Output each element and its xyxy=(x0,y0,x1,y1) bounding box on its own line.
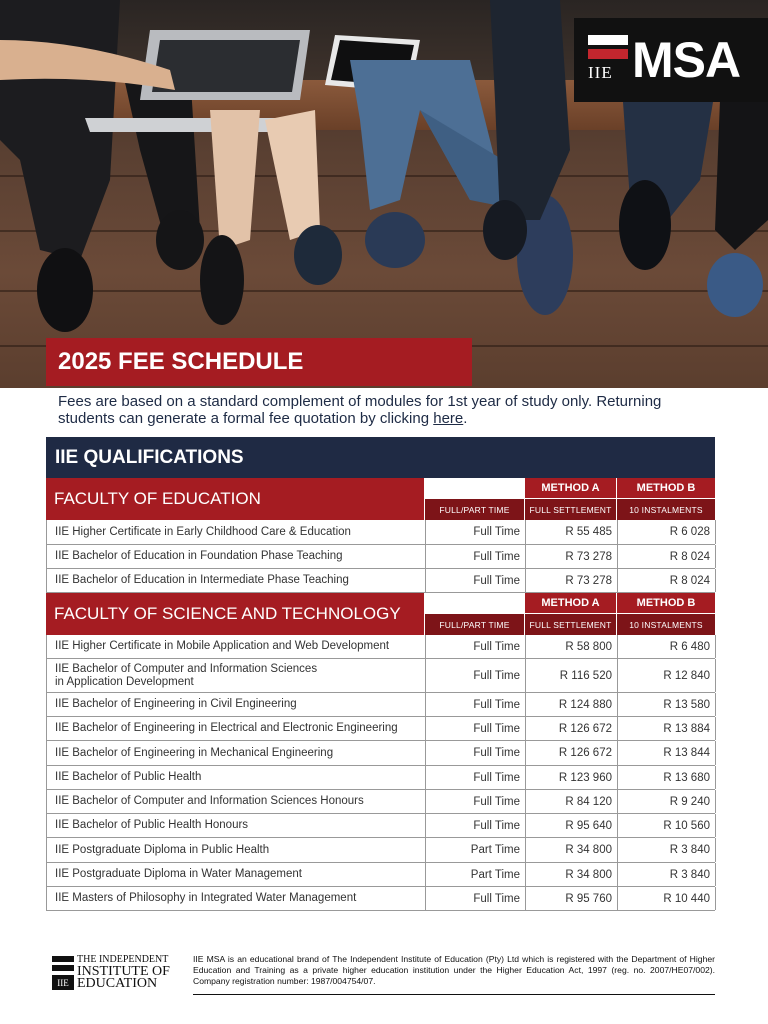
col-mode-header: FULL/PART TIME xyxy=(425,499,524,520)
study-mode: Part Time xyxy=(426,863,526,886)
intro-body: Fees are based on a standard complement of modules for 1st year of study only. Returning students can generate a formal fee quotation by clicking xyxy=(58,393,662,427)
method-a-fee: R 126 672 xyxy=(526,741,618,765)
page-title: 2025 FEE SCHEDULE xyxy=(46,338,472,386)
method-a-fee: R 55 485 xyxy=(526,520,618,544)
method-b-fee: R 12 840 xyxy=(618,659,716,692)
method-a-fee: R 124 880 xyxy=(526,693,618,716)
iie-footer-logo xyxy=(52,954,186,992)
qualification-name: IIE Bachelor of Engineering in Mechanical Engineering xyxy=(47,741,426,765)
table-row xyxy=(46,569,715,593)
table-row xyxy=(46,520,715,545)
faculty-header-science xyxy=(46,593,715,635)
logo-iie-text: IIE xyxy=(588,63,613,82)
qualification-name: IIE Bachelor of Engineering in Civil Engineering xyxy=(47,693,426,716)
table-row xyxy=(46,863,715,887)
qualification-name: IIE Higher Certificate in Mobile Application and Web Development xyxy=(47,635,426,658)
table-title: IIE QUALIFICATIONS xyxy=(46,437,715,478)
method-a-fee: R 123 960 xyxy=(526,766,618,789)
col-b-header: 10 INSTALMENTS xyxy=(617,499,715,520)
study-mode: Full Time xyxy=(426,790,526,813)
method-b-fee: R 6 028 xyxy=(618,520,716,544)
method-b-header: METHOD B xyxy=(617,593,715,614)
method-a-header: METHOD A xyxy=(525,478,616,499)
qualification-name: IIE Postgraduate Diploma in Water Management xyxy=(47,863,426,886)
col-a-header: FULL SETTLEMENT xyxy=(525,499,616,520)
study-mode: Full Time xyxy=(426,659,526,692)
table-row xyxy=(46,545,715,569)
method-b-fee: R 8 024 xyxy=(618,545,716,568)
method-b-fee: R 13 884 xyxy=(618,717,716,740)
faculty-rows-science xyxy=(46,635,715,911)
logo-msa-text: MSA xyxy=(632,32,741,88)
study-mode: Full Time xyxy=(426,545,526,568)
method-b-fee: R 13 844 xyxy=(618,741,716,765)
method-a-fee: R 84 120 xyxy=(526,790,618,813)
method-a-fee: R 95 760 xyxy=(526,887,618,910)
intro-end: . xyxy=(463,410,468,427)
method-a-fee: R 34 800 xyxy=(526,863,618,886)
col-a-header: FULL SETTLEMENT xyxy=(525,614,616,635)
method-a-fee: R 58 800 xyxy=(526,635,618,658)
legal-footer: IIE MSA is an educational brand of The Independent Institute of Education (Pty) Ltd which is registered with the Department of Higher Education and Training as a private higher education institution under the Higher Education Act, 1997 (reg. no. 2007/HE07/002). Company registration number: 1987/004754/07. xyxy=(193,954,715,995)
method-b-fee: R 13 680 xyxy=(618,766,716,789)
table-row xyxy=(46,814,715,838)
col-b-header: 10 INSTALMENTS xyxy=(617,614,715,635)
method-b-fee: R 6 480 xyxy=(618,635,716,658)
qualification-name: IIE Bachelor of Computer and Information Sciences Honours xyxy=(47,790,426,813)
col-mode-header: FULL/PART TIME xyxy=(425,614,524,635)
study-mode: Part Time xyxy=(426,838,526,862)
table-row xyxy=(46,838,715,863)
qualification-name: IIE Postgraduate Diploma in Public Health xyxy=(47,838,426,862)
method-a-header: METHOD A xyxy=(525,593,616,614)
method-a-fee: R 126 672 xyxy=(526,717,618,740)
study-mode: Full Time xyxy=(426,741,526,765)
table-row xyxy=(46,887,715,911)
qualification-name: IIE Masters of Philosophy in Integrated Water Management xyxy=(47,887,426,910)
study-mode: Full Time xyxy=(426,766,526,789)
footer-logo-line1: THE INDEPENDENT xyxy=(77,954,169,965)
study-mode: Full Time xyxy=(426,693,526,716)
quotation-link[interactable]: here xyxy=(433,410,464,427)
faculty-name: FACULTY OF EDUCATION xyxy=(46,478,425,520)
method-b-fee: R 8 024 xyxy=(618,569,716,592)
footer-mark-text: IIE xyxy=(52,975,74,990)
study-mode: Full Time xyxy=(426,887,526,910)
method-b-fee: R 10 440 xyxy=(618,887,716,910)
faculty-header-education xyxy=(46,478,715,520)
study-mode: Full Time xyxy=(426,635,526,658)
faculty-name: FACULTY OF SCIENCE AND TECHNOLOGY xyxy=(46,593,425,635)
faculty-rows-education xyxy=(46,520,715,593)
qualification-name: IIE Bachelor of Education in Intermediate Phase Teaching xyxy=(47,569,426,592)
table-row xyxy=(46,766,715,790)
study-mode: Full Time xyxy=(426,717,526,740)
table-row xyxy=(46,790,715,814)
footer-logo-line3: EDUCATION xyxy=(77,976,158,991)
method-b-fee: R 13 580 xyxy=(618,693,716,716)
msa-logo xyxy=(574,18,768,102)
qualification-name: IIE Bachelor of Education in Foundation Phase Teaching xyxy=(47,545,426,568)
method-a-fee: R 116 520 xyxy=(526,659,618,692)
qualification-name: IIE Higher Certificate in Early Childhood Care & Education xyxy=(47,520,426,544)
method-a-fee: R 34 800 xyxy=(526,838,618,862)
iie-mark-icon xyxy=(588,33,628,87)
footer-logo-line2: INSTITUTE OF xyxy=(77,964,170,979)
study-mode: Full Time xyxy=(426,520,526,544)
qualification-name: IIE Bachelor of Computer and Information Sciences in Application Development xyxy=(47,659,426,692)
iie-footer-mark-icon xyxy=(52,956,74,990)
fee-table xyxy=(46,437,715,911)
qualification-name: IIE Bachelor of Engineering in Electrical and Electronic Engineering xyxy=(47,717,426,740)
method-b-fee: R 9 240 xyxy=(618,790,716,813)
table-row xyxy=(46,717,715,741)
study-mode: Full Time xyxy=(426,814,526,837)
table-row xyxy=(46,741,715,766)
table-row xyxy=(46,693,715,717)
study-mode: Full Time xyxy=(426,569,526,592)
method-b-fee: R 3 840 xyxy=(618,838,716,862)
qualification-name: IIE Bachelor of Public Health xyxy=(47,766,426,789)
method-b-header: METHOD B xyxy=(617,478,715,499)
method-b-fee: R 10 560 xyxy=(618,814,716,837)
table-row xyxy=(46,635,715,659)
method-a-fee: R 73 278 xyxy=(526,545,618,568)
method-a-fee: R 73 278 xyxy=(526,569,618,592)
intro-text xyxy=(58,393,718,427)
method-b-fee: R 3 840 xyxy=(618,863,716,886)
table-row xyxy=(46,659,715,693)
qualification-name: IIE Bachelor of Public Health Honours xyxy=(47,814,426,837)
method-a-fee: R 95 640 xyxy=(526,814,618,837)
